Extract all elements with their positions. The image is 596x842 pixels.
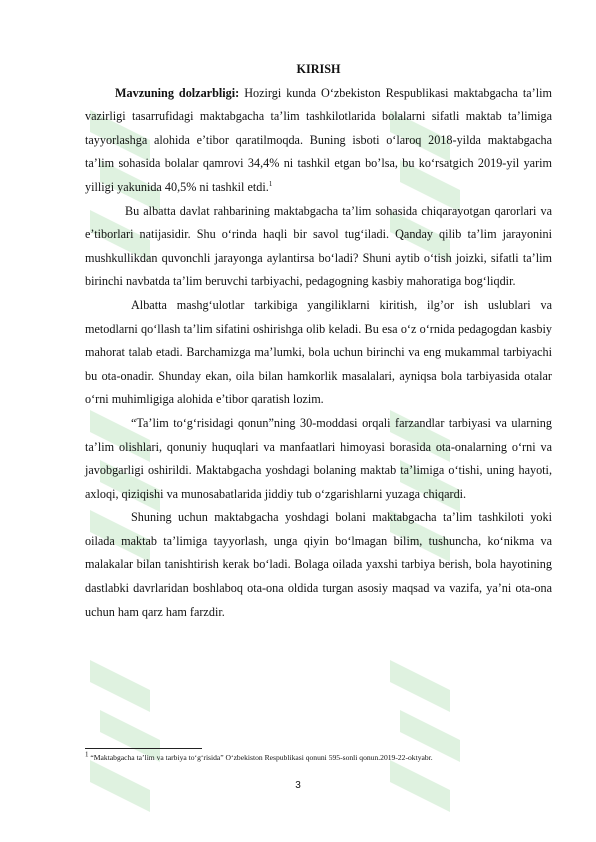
paragraph-4: “Ta’lim to‘g‘risidagi qonun”ning 30-moddasi orqali farzandlar tarbiyasi va ularning ta’lim olishlari, qonuniy huquqlari va manfaatlari himoyasi borasida ota-onalarning o‘rni va javobgarligi oshirildi. Maktabgacha yoshdagi bolaning maktab ta’limiga o‘tishi, uning hayoti, axloqi, qiziqishi va munosabatlarida jiddiy tub o‘zgarishlarni yuzaga chiqardi. [85, 415, 552, 501]
paragraph-text: Hozirgi kunda O‘zbekiston Respublikasi maktabgacha ta’lim vazirligi tasarrufidagi maktabgacha ta’lim tashkilotlarida bolalarni sifatli maktab ta’limiga tayyorlashga alohida e’tibor qaratilmoqda. Buning isboti o‘laroq 2018-yilda maktabgacha ta’lim sohasida bolalar qamrovi 34,4% ni tashkil etgan bo’lsa, bu ko‘rsatgich 2019-yil yarim yilligi yakunida 40,5% ni tashkil etdi. [85, 85, 552, 194]
footnote-text: “Maktabgacha ta’lim va tarbiya to‘g‘risida” O‘zbekiston Respublikasi qonuni 595-sonli qonun.2019-22-oktyabr. [88, 753, 433, 762]
body-text [85, 58, 552, 624]
page-number: 3 [295, 780, 301, 791]
watermark-logo-icon [80, 650, 170, 820]
footnote [85, 752, 565, 764]
watermark-logo-icon [380, 650, 470, 820]
page-title: KIRISH [296, 62, 341, 76]
paragraph-relevance [85, 82, 552, 200]
paragraph-2: Bu albatta davlat rahbarining maktabgacha ta’lim sohasida chiqarayotgan qarorlari va e’tiborlari natijasidir. Shu o‘rinda haqli bir savol tug‘iladi. Qanday qilib ta’lim jarayonini mushkullikdan quvonchli jarayonga aylantirsa bo‘ladi? Shuni aytib o‘tish joizki, sifatli ta’lim birinchi navbatda ta’lim beruvchi tarbiyachi, pedagogning kasbiy mahoratiga bog‘liqdir. [85, 203, 552, 289]
footnote-reference: 1 [268, 179, 273, 188]
paragraph-lead: Mavzuning dolzarbligi: [115, 85, 240, 100]
paragraph-3: Albatta mashg‘ulotlar tarkibiga yangiliklarni kiritish, ilg’or ish uslublari va metodlarni qo‘llash ta’lim sifatini oshirishga olib keladi. Bu esa o‘z o‘rnida pedagogdan kasbiy mahorat talab etadi. Barchamizga ma’lumki, bola uchun birinchi va eng mukammal tarbiyachi bu ota-onadir. Shunday ekan, oila bilan hamkorlik masalalari, ayniqsa bola tarbiyasida otalar o‘rni muhimligiga alohida e’tibor qaratish lozim. [85, 297, 552, 407]
footnote-mark: 1 [85, 750, 89, 759]
footnote-divider [85, 748, 202, 749]
paragraph-5: Shuning uchun maktabgacha yoshdagi bolani maktabgacha ta’lim tashkiloti yoki oilada maktab ta’limiga tayyorlash, unga qiyin bo‘lmagan bilim, tushuncha, ko‘nikma va malakalar bilan tanishtirish kerak bo‘ladi. Bolaga oilada yaxshi tarbiya berish, bola hayotining dastlabki davrlaridan boshlaboq ota-ona oldida turgan asosiy maqsad va vazifa, ya’ni ota-ona uchun ham qarz ham farzdir. [85, 510, 552, 619]
